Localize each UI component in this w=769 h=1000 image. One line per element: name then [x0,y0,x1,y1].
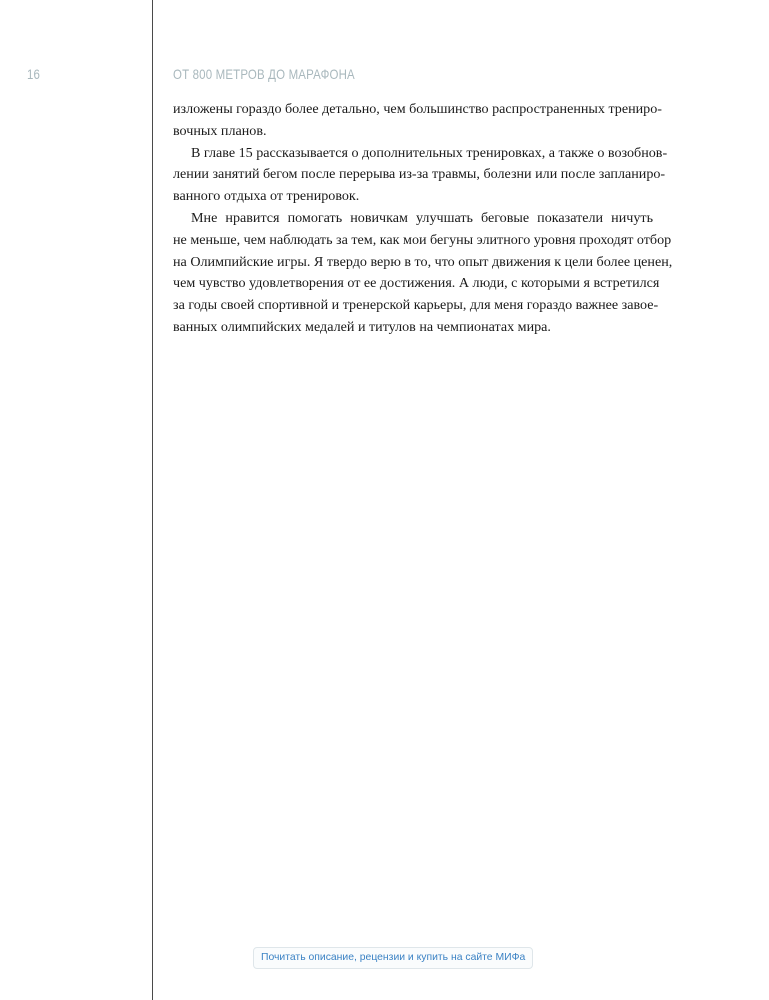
text-line: В главе 15 рассказывается о дополнительных тренировках, а также о возобнов- [191,144,668,161]
text-line: за годы своей спортивной и тренерской карьеры, для меня гораздо важнее завое- [173,297,659,314]
page-number: 16 [27,66,41,82]
running-head: ОТ 800 МЕТРОВ ДО МАРАФОНА [173,66,355,82]
text-line: ванного отдыха от тренировок. [173,188,360,205]
text-line: чем чувство удовлетворения от ее достижения. А люди, с которыми я встретился [173,275,660,292]
text-line: изложены гораздо более детально, чем большинство распространенных трениро- [173,101,662,117]
text-line: вочных планов. [173,122,267,139]
body-text [173,99,673,339]
text-line: Мне нравится помогать новичкам улучшать беговые показатели ничуть [191,209,653,226]
text-line: лении занятий бегом после перерыва из-за травмы, болезни или после запланиро- [173,166,666,183]
text-line: ванных олимпийских медалей и титулов на чемпионатах мира. [173,318,551,335]
paragraph [173,143,668,208]
paragraph [173,208,673,339]
margin-rule [152,0,153,1000]
store-link-button[interactable]: Почитать описание, рецензии и купить на сайте МИФа [253,947,533,969]
paragraph [173,99,662,143]
text-line: на Олимпийские игры. Я твердо верю в то, что опыт движения к цели более ценен, [173,253,673,270]
text-line: не меньше, чем наблюдать за тем, как мои бегуны элитного уровня проходят отбор [173,231,672,248]
